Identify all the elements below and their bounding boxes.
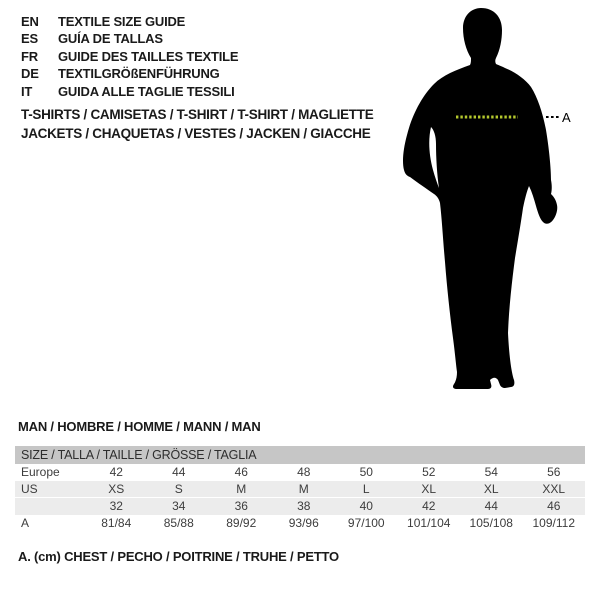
size-cell: 44 bbox=[484, 499, 498, 514]
chest-footnote: A. (cm) CHEST / PECHO / POITRINE / TRUHE / PETTO bbox=[18, 549, 339, 564]
category-line-tshirts: T-SHIRTS / CAMISETAS / T-SHIRT / T-SHIRT / MAGLIETTE bbox=[21, 107, 374, 122]
garment-categories bbox=[21, 105, 373, 143]
language-code: IT bbox=[21, 83, 33, 99]
size-cell: 46 bbox=[234, 465, 248, 480]
table-row-us bbox=[15, 481, 585, 499]
size-cell: 109/112 bbox=[532, 515, 575, 530]
size-cell: 97/100 bbox=[347, 515, 385, 530]
size-cell: 50 bbox=[359, 465, 373, 480]
size-cell: 56 bbox=[547, 465, 561, 480]
size-cell: XS bbox=[108, 481, 125, 496]
man-silhouette bbox=[403, 8, 557, 389]
language-list bbox=[21, 13, 238, 100]
guide-title: GUÍA DE TALLAS bbox=[58, 31, 163, 47]
table-row-alt-size bbox=[15, 498, 585, 515]
man-silhouette-figure bbox=[400, 4, 580, 396]
size-cell: 93/96 bbox=[288, 515, 319, 530]
table-row-europe bbox=[15, 464, 585, 481]
language-row bbox=[21, 48, 238, 65]
size-cell: L bbox=[362, 481, 370, 496]
man-silhouette-svg bbox=[400, 4, 580, 396]
size-cell: 89/92 bbox=[226, 515, 257, 530]
guide-title: GUIDA ALLE TAGLIE TESSILI bbox=[58, 83, 235, 99]
guide-title: GUIDE DES TAILLES TEXTILE bbox=[58, 48, 239, 64]
language-row bbox=[21, 83, 238, 100]
size-cell: 105/108 bbox=[469, 515, 513, 530]
size-cell: XXL bbox=[542, 481, 566, 496]
language-row bbox=[21, 65, 238, 82]
size-cell: M bbox=[236, 481, 247, 496]
measure-label-a: A bbox=[562, 110, 571, 125]
section-title-man: MAN / HOMBRE / HOMME / MANN / MAN bbox=[18, 419, 261, 434]
language-code: EN bbox=[21, 14, 39, 29]
size-cell: 52 bbox=[422, 465, 436, 480]
size-cell: M bbox=[298, 481, 309, 496]
size-cell: XL bbox=[421, 481, 437, 496]
size-cell: 54 bbox=[484, 465, 498, 480]
size-cell: 42 bbox=[422, 499, 436, 514]
size-cell: 36 bbox=[234, 499, 248, 514]
language-code: ES bbox=[21, 31, 38, 47]
size-cell: 34 bbox=[172, 499, 186, 514]
size-cell: 32 bbox=[109, 499, 123, 514]
size-cell: 44 bbox=[172, 465, 186, 480]
guide-title: TEXTILE SIZE GUIDE bbox=[58, 14, 186, 29]
language-code: FR bbox=[21, 48, 38, 64]
size-cell: 46 bbox=[547, 499, 561, 514]
size-cell: 85/88 bbox=[163, 515, 194, 530]
size-cell: 38 bbox=[297, 499, 311, 514]
table-row-chest-a bbox=[15, 515, 585, 532]
language-row bbox=[21, 13, 238, 30]
size-cell: 101/104 bbox=[407, 515, 451, 530]
size-cell: XL bbox=[483, 481, 499, 496]
size-table bbox=[15, 446, 585, 531]
size-cell: 42 bbox=[109, 465, 123, 480]
size-table-header: SIZE / TALLA / TAILLE / GRÖSSE / TAGLIA bbox=[15, 446, 585, 464]
category-line-jackets: JACKETS / CHAQUETAS / VESTES / JACKEN / GIACCHE bbox=[21, 126, 371, 141]
language-code: DE bbox=[21, 66, 39, 82]
size-cell: 48 bbox=[297, 465, 311, 480]
size-cell: 40 bbox=[359, 499, 373, 514]
row-label: A bbox=[21, 515, 30, 530]
row-label: Europe bbox=[21, 465, 60, 480]
guide-title: TEXTILGRÖßENFÜHRUNG bbox=[58, 66, 220, 82]
language-row bbox=[21, 30, 238, 47]
size-cell: 81/84 bbox=[101, 515, 132, 530]
row-label: US bbox=[21, 481, 38, 496]
size-cell: S bbox=[174, 481, 183, 496]
